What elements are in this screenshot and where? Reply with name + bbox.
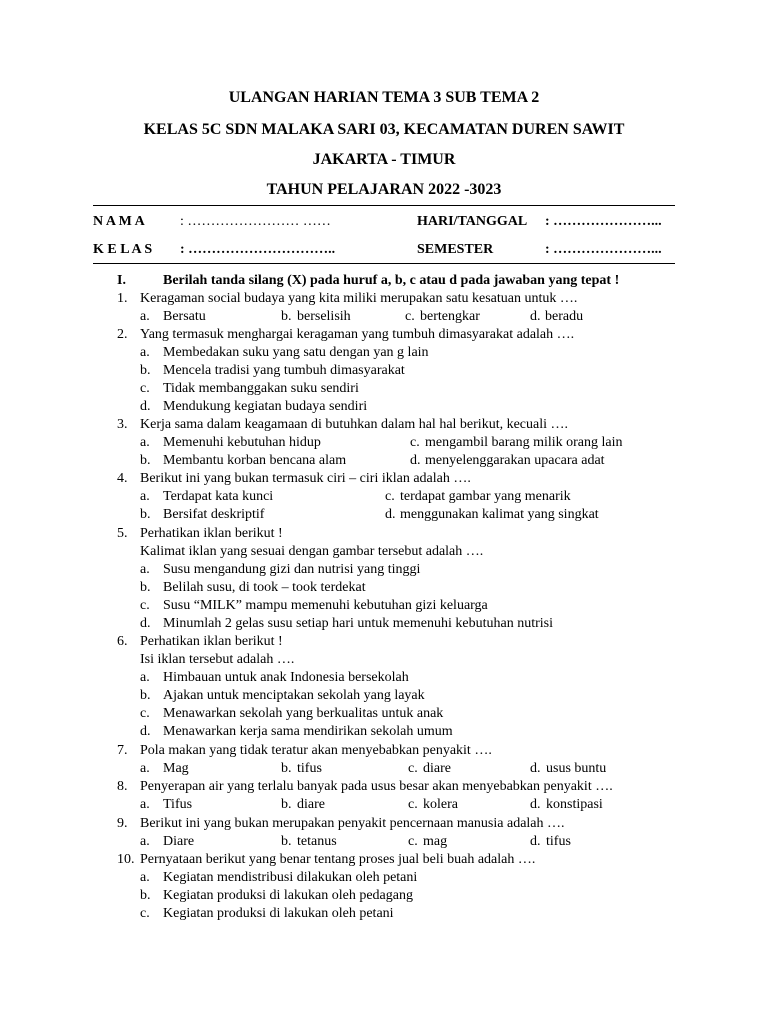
question-text: Perhatikan iklan berikut ! [140, 634, 283, 649]
kelas-label: K E L A S [93, 242, 153, 257]
option-text: Terdapat kata kunci [163, 489, 274, 504]
question-subtext: Isi iklan tersebut adalah …. [140, 652, 295, 667]
option-letter: c. [385, 489, 395, 504]
option-text: mag [423, 834, 448, 849]
option-letter: c. [410, 435, 420, 450]
option-text: Kegiatan mendistribusi dilakukan oleh petani [163, 870, 418, 885]
option-text: konstipasi [546, 797, 603, 812]
option-text: Menawarkan kerja sama mendirikan sekolah umum [163, 724, 453, 739]
question-text: Pola makan yang tidak teratur akan menyebabkan penyakit …. [140, 743, 492, 758]
option-text: diare [297, 797, 325, 812]
hari-tanggal-label: HARI/TANGGAL [417, 214, 528, 229]
option-text: Ajakan untuk menciptakan sekolah yang layak [163, 688, 425, 703]
option-letter: b. [140, 888, 151, 903]
option-letter: d. [385, 507, 396, 522]
option-letter: d. [140, 616, 151, 631]
option-text: Diare [163, 834, 195, 849]
header-divider [93, 205, 675, 206]
option-text: Himbauan untuk anak Indonesia bersekolah [163, 670, 409, 685]
option-letter: c. [408, 834, 418, 849]
title-line-1: ULANGAN HARIAN TEMA 3 SUB TEMA 2 [228, 89, 540, 106]
question-text: Kerja sama dalam keagamaan di butuhkan dalam hal hal berikut, kecuali …. [140, 417, 569, 432]
question-number: 7. [117, 743, 128, 758]
option-text: diare [423, 761, 451, 776]
option-text: Belilah susu, di took – took terdekat [163, 580, 366, 595]
question-subtext: Kalimat iklan yang sesuai dengan gambar tersebut adalah …. [140, 544, 484, 559]
option-letter: b. [140, 580, 151, 595]
option-text: menggunakan kalimat yang singkat [400, 507, 599, 522]
option-text: Mencela tradisi yang tumbuh dimasyarakat [163, 363, 405, 378]
option-text: Mendukung kegiatan budaya sendiri [163, 399, 368, 414]
option-letter: d. [140, 724, 151, 739]
option-letter: d. [410, 453, 421, 468]
option-letter: d. [530, 797, 541, 812]
question-number: 10. [117, 852, 135, 867]
option-letter: a. [140, 435, 150, 450]
option-letter: b. [281, 834, 292, 849]
option-letter: c. [140, 381, 150, 396]
option-letter: c. [405, 309, 415, 324]
option-text: Susu mengandung gizi dan nutrisi yang tinggi [163, 562, 421, 577]
question-number: 9. [117, 816, 128, 831]
option-text: tetanus [297, 834, 337, 849]
question-number: 5. [117, 526, 128, 541]
question-text: Berikut ini yang bukan merupakan penyakit pencernaan manusia adalah …. [140, 816, 565, 831]
option-letter: b. [140, 507, 151, 522]
option-text: Membedakan suku yang satu dengan yan g lain [163, 345, 429, 360]
option-letter: d. [140, 399, 151, 414]
option-text: Mag [163, 761, 189, 776]
question-text: Pernyataan berikut yang benar tentang proses jual beli buah adalah …. [140, 852, 536, 867]
section-instruction: Berilah tanda silang (X) pada huruf a, b, c atau d pada jawaban yang tepat ! [163, 273, 620, 288]
option-letter: c. [140, 598, 150, 613]
question-number: 4. [117, 471, 128, 486]
option-letter: b. [140, 688, 151, 703]
option-letter: d. [530, 834, 541, 849]
option-text: menyelenggarakan upacara adat [425, 453, 605, 468]
nama-field[interactable]: : …………………… …… [180, 214, 331, 229]
option-letter: a. [140, 797, 150, 812]
option-letter: a. [140, 309, 150, 324]
option-letter: c. [140, 906, 150, 921]
option-text: usus buntu [546, 761, 607, 776]
option-text: kolera [423, 797, 458, 812]
option-letter: a. [140, 834, 150, 849]
section-numeral: I. [117, 273, 126, 288]
title-line-4: TAHUN PELAJARAN 2022 -3023 [266, 181, 502, 198]
nama-label: N A M A [93, 214, 145, 229]
option-letter: b. [281, 309, 292, 324]
question-number: 3. [117, 417, 128, 432]
option-text: Membantu korban bencana alam [163, 453, 347, 468]
semester-label: SEMESTER [417, 242, 494, 257]
option-letter: c. [408, 797, 418, 812]
option-letter: b. [140, 363, 151, 378]
option-text: terdapat gambar yang menarik [400, 489, 571, 504]
option-text: tifus [546, 834, 571, 849]
option-text: Kegiatan produksi di lakukan oleh pedagang [163, 888, 413, 903]
title-line-3: JAKARTA - TIMUR [312, 151, 456, 168]
option-text: Menawarkan sekolah yang berkualitas untuk anak [163, 706, 444, 721]
option-letter: a. [140, 761, 150, 776]
question-number: 1. [117, 291, 128, 306]
kelas-field[interactable]: : ………………………….. [180, 242, 336, 257]
option-text: Memenuhi kebutuhan hidup [163, 435, 321, 450]
option-text: Bersatu [163, 309, 206, 324]
semester-field[interactable]: : …………………... [545, 242, 662, 257]
option-letter: d. [530, 309, 541, 324]
question-number: 8. [117, 779, 128, 794]
option-letter: c. [408, 761, 418, 776]
question-text: Yang termasuk menghargai keragaman yang tumbuh dimasyarakat adalah …. [140, 327, 575, 342]
option-text: berselisih [297, 309, 351, 324]
option-letter: a. [140, 670, 150, 685]
question-text: Penyerapan air yang terlalu banyak pada usus besar akan menyebabkan penyakit …. [140, 779, 613, 794]
option-letter: b. [281, 797, 292, 812]
option-text: bertengkar [420, 309, 480, 324]
option-letter: c. [140, 706, 150, 721]
option-letter: a. [140, 870, 150, 885]
question-number: 2. [117, 327, 128, 342]
option-text: Kegiatan produksi di lakukan oleh petani [163, 906, 394, 921]
option-letter: a. [140, 562, 150, 577]
hari-tanggal-field[interactable]: : …………………... [545, 214, 662, 229]
question-text: Perhatikan iklan berikut ! [140, 526, 283, 541]
option-letter: b. [140, 453, 151, 468]
option-text: Susu “MILK” mampu memenuhi kebutuhan gizi keluarga [163, 598, 488, 613]
option-letter: a. [140, 489, 150, 504]
option-letter: b. [281, 761, 292, 776]
question-text: Berikut ini yang bukan termasuk ciri – ciri iklan adalah …. [140, 471, 471, 486]
question-text: Keragaman social budaya yang kita miliki merupakan satu kesatuan untuk …. [140, 291, 578, 306]
option-text: beradu [545, 309, 584, 324]
option-text: mengambil barang milik orang lain [425, 435, 623, 450]
option-letter: a. [140, 345, 150, 360]
title-line-2: KELAS 5C SDN MALAKA SARI 03, KECAMATAN DUREN SAWIT [143, 121, 625, 138]
identity-divider [93, 263, 675, 264]
option-text: tifus [297, 761, 322, 776]
option-text: Tifus [163, 797, 193, 812]
option-text: Bersifat deskriptif [163, 507, 265, 522]
option-text: Tidak membanggakan suku sendiri [163, 381, 359, 396]
question-number: 6. [117, 634, 128, 649]
option-letter: d. [530, 761, 541, 776]
option-text: Minumlah 2 gelas susu setiap hari untuk memenuhi kebutuhan nutrisi [163, 616, 553, 631]
